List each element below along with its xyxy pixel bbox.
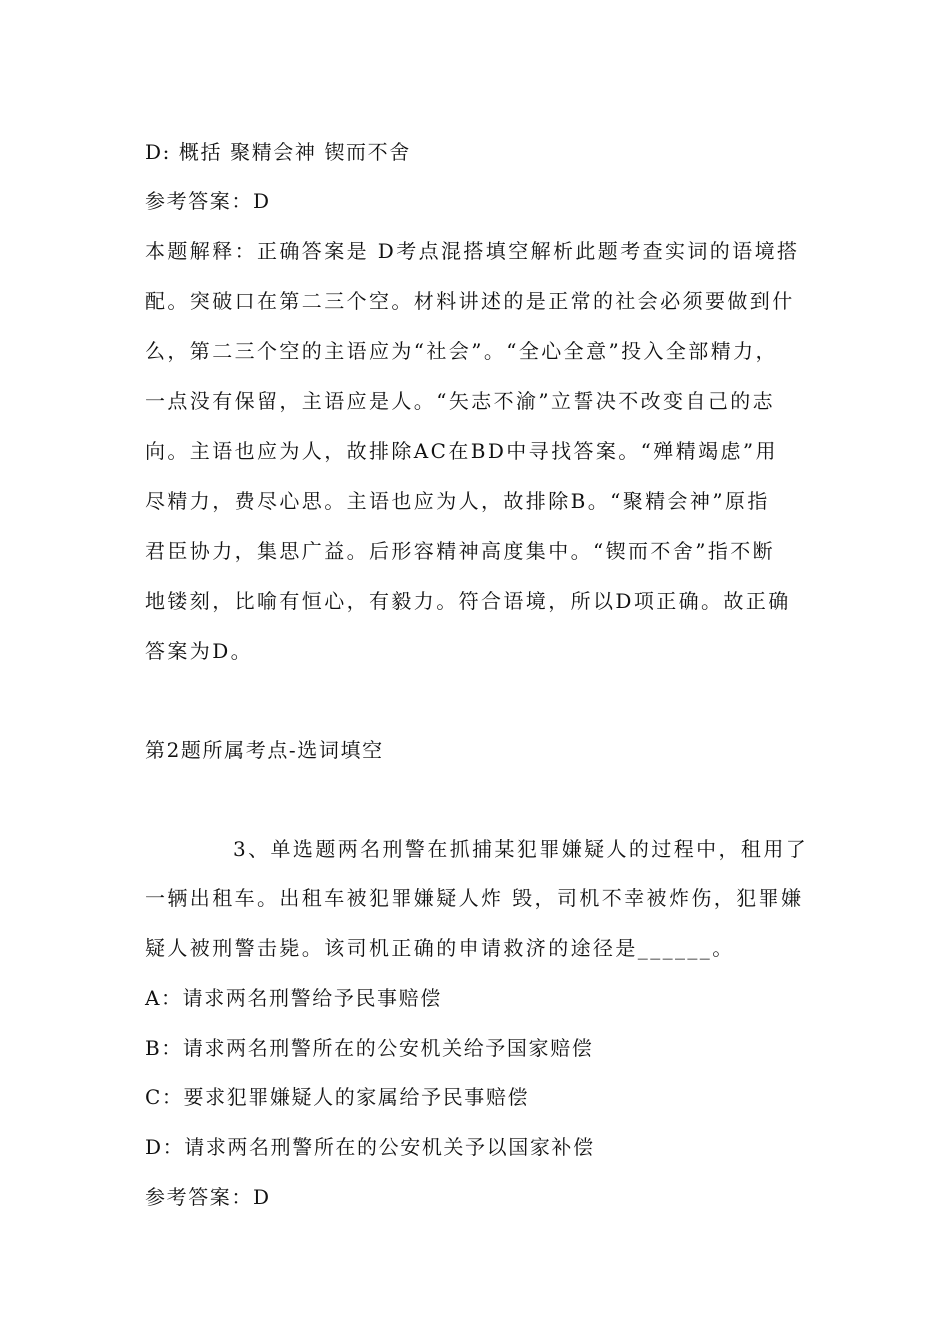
explanation-line: 一点没有保留，主语应是人。“矢志不渝”立誓决不改变自己的志 xyxy=(145,389,776,413)
explanation-line: 配。突破口在第二三个空。材料讲述的是正常的社会必须要做到什 xyxy=(145,289,795,313)
option-d: D: 概括 聚精会神 锲而不舍 xyxy=(145,140,411,164)
explanation-line: 君臣协力，集思广益。后形容精神高度集中。“锲而不舍”指不断 xyxy=(145,539,776,563)
option-c: C：要求犯罪嫌疑人的家属给予民事赔偿 xyxy=(145,1085,530,1109)
reference-answer: 参考答案：D xyxy=(145,1185,271,1209)
reference-answer: 参考答案：D xyxy=(145,189,271,213)
explanation-line: 尽精力，费尽心思。主语也应为人，故排除B。“聚精会神”原指 xyxy=(145,489,770,513)
option-b: B：请求两名刑警所在的公安机关给予国家赔偿 xyxy=(145,1036,594,1060)
topic-label: 第2题所属考点-选词填空 xyxy=(145,738,384,762)
explanation-line: 地镂刻，比喻有恒心，有毅力。符合语境，所以D项正确。故正确 xyxy=(145,589,791,613)
explanation-line: 向。主语也应为人，故排除AC在BD中寻找答案。“殚精竭虑”用 xyxy=(145,439,778,463)
explanation-line: 本题解释：正确答案是 D考点混搭填空解析此题考查实词的语境搭 xyxy=(145,239,800,263)
question-stem-line: 3、单选题两名刑警在抓捕某犯罪嫌疑人的过程中，租用了 xyxy=(233,837,809,861)
option-a: A：请求两名刑警给予民事赔偿 xyxy=(145,986,442,1010)
question-stem-line: 一辆出租车。出租车被犯罪嫌疑人炸 毁，司机不幸被炸伤，犯罪嫌 xyxy=(145,886,804,910)
option-d: D：请求两名刑警所在的公安机关予以国家补偿 xyxy=(145,1135,595,1159)
question-stem-line: 疑人被刑警击毙。该司机正确的申请救济的途径是______。 xyxy=(145,936,735,960)
explanation-line: 答案为D。 xyxy=(145,639,254,663)
explanation-line: 么，第二三个空的主语应为“社会”。“全心全意”投入全部精力， xyxy=(145,339,778,363)
